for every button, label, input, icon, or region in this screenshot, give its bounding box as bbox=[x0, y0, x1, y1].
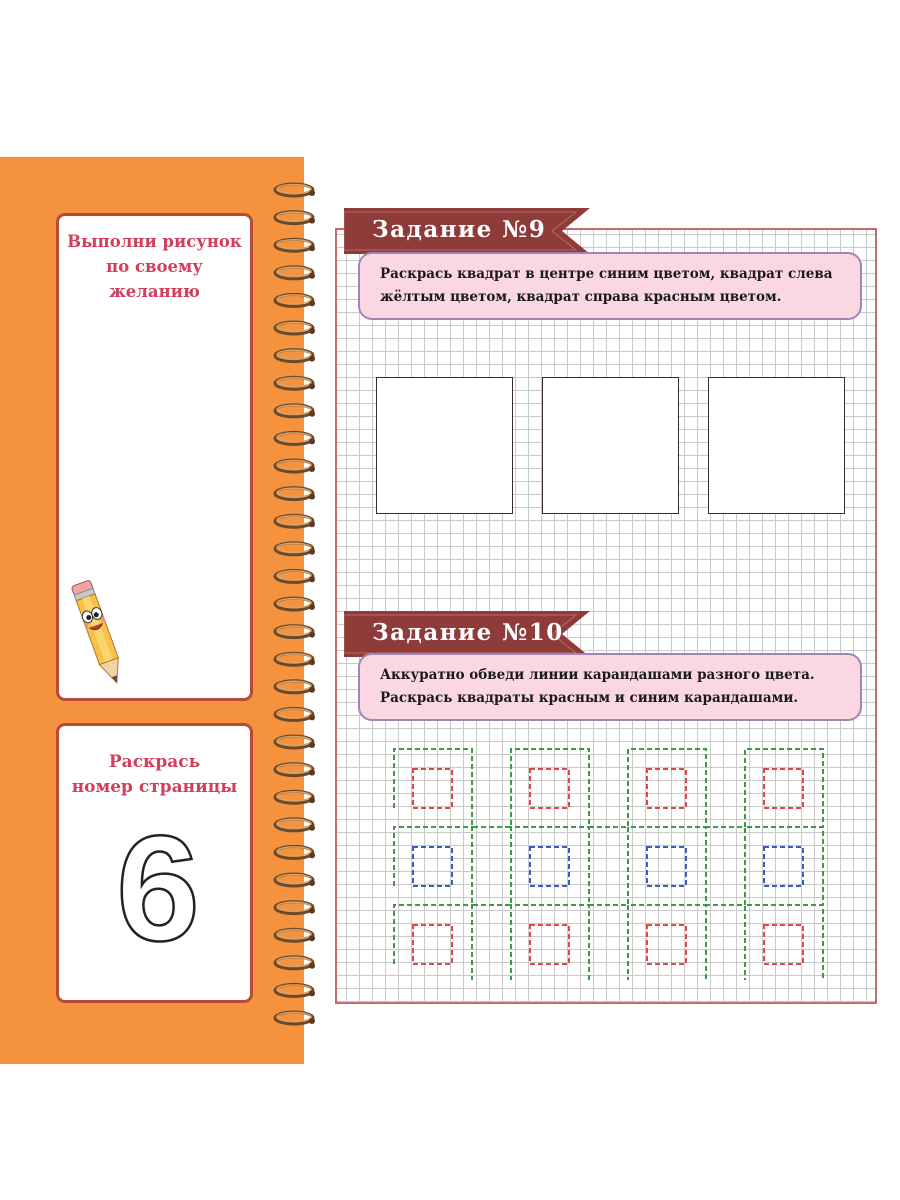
red-trace-square[interactable] bbox=[764, 769, 803, 808]
red-trace-square[interactable] bbox=[530, 769, 569, 808]
green-trace-line[interactable] bbox=[394, 749, 823, 827]
spiral-ring-icon bbox=[275, 184, 315, 196]
spiral-ring-icon bbox=[275, 405, 315, 417]
page-number-title-line1: Раскрась bbox=[108, 752, 201, 772]
spiral-ring-icon bbox=[275, 791, 315, 803]
page-number-card[interactable] bbox=[56, 723, 253, 1003]
red-trace-square[interactable] bbox=[413, 925, 452, 964]
blue-trace-square[interactable] bbox=[764, 847, 803, 886]
spiral-binding bbox=[272, 176, 322, 1036]
task9-title: Задание №9 bbox=[372, 216, 547, 243]
spiral-ring-icon bbox=[275, 984, 315, 996]
spiral-ring-icon bbox=[275, 460, 315, 472]
task10-instruction bbox=[358, 653, 862, 721]
spiral-ring-icon bbox=[275, 212, 315, 224]
spiral-ring-icon bbox=[275, 432, 315, 444]
right-square[interactable] bbox=[708, 377, 845, 514]
blue-trace-square[interactable] bbox=[413, 847, 452, 886]
task9-instruction-line1: Раскрась квадрат в центре синим цветом, квадрат слева bbox=[380, 266, 833, 282]
spiral-ring-icon bbox=[275, 239, 315, 251]
spiral-ring-icon bbox=[275, 902, 315, 914]
spiral-ring-icon bbox=[275, 377, 315, 389]
spiral-ring-icon bbox=[275, 846, 315, 858]
task10-instruction-line2: Раскрась квадраты красным и синим карандашами. bbox=[380, 690, 799, 706]
task9-instruction-line2: жёлтым цветом, квадрат справа красным цветом. bbox=[380, 289, 782, 305]
page-number-outline[interactable] bbox=[103, 822, 213, 952]
spiral-ring-icon bbox=[275, 267, 315, 279]
page-number-digit: 6 bbox=[116, 822, 200, 952]
spiral-ring-icon bbox=[275, 681, 315, 693]
spiral-ring-icon bbox=[275, 929, 315, 941]
spiral-ring-icon bbox=[275, 653, 315, 665]
blue-trace-square[interactable] bbox=[647, 847, 686, 886]
spiral-ring-icon bbox=[275, 543, 315, 555]
blue-trace-square[interactable] bbox=[530, 847, 569, 886]
free-drawing-title-line2: по своему желанию bbox=[106, 257, 203, 301]
red-trace-square[interactable] bbox=[530, 925, 569, 964]
spiral-ring-icon bbox=[275, 515, 315, 527]
task9-instruction bbox=[358, 252, 862, 320]
spiral-ring-icon bbox=[275, 598, 315, 610]
free-drawing-card[interactable] bbox=[56, 213, 253, 701]
spiral-ring-icon bbox=[275, 957, 315, 969]
spiral-ring-icon bbox=[275, 570, 315, 582]
green-trace-line[interactable] bbox=[394, 905, 823, 980]
spiral-ring-icon bbox=[275, 764, 315, 776]
spiral-ring-icon bbox=[275, 294, 315, 306]
free-drawing-title bbox=[59, 229, 250, 304]
spiral-ring-icon bbox=[275, 488, 315, 500]
red-trace-square[interactable] bbox=[647, 769, 686, 808]
spiral-ring-icon bbox=[275, 1012, 315, 1024]
spiral-ring-icon bbox=[275, 350, 315, 362]
red-trace-square[interactable] bbox=[647, 925, 686, 964]
center-square[interactable] bbox=[542, 377, 679, 514]
task10-title: Задание №10 bbox=[372, 619, 564, 646]
spiral-ring-icon bbox=[275, 626, 315, 638]
free-drawing-title-line1: Выполни рисунок bbox=[67, 232, 242, 251]
left-square[interactable] bbox=[376, 377, 513, 514]
spiral-ring-icon bbox=[275, 322, 315, 334]
pencil-mascot-icon bbox=[71, 576, 127, 692]
spiral-ring-icon bbox=[275, 874, 315, 886]
spiral-ring-icon bbox=[275, 736, 315, 748]
task10-instruction-line1: Аккуратно обведи линии карандашами разного цвета. bbox=[380, 667, 815, 683]
page-number-title-line2: номер страницы bbox=[71, 777, 238, 797]
red-trace-square[interactable] bbox=[764, 925, 803, 964]
tracing-pattern[interactable] bbox=[335, 740, 855, 980]
red-trace-square[interactable] bbox=[413, 769, 452, 808]
spiral-ring-icon bbox=[275, 708, 315, 720]
green-trace-line[interactable] bbox=[394, 827, 823, 905]
page-number-title bbox=[59, 750, 250, 800]
spiral-ring-icon bbox=[275, 819, 315, 831]
